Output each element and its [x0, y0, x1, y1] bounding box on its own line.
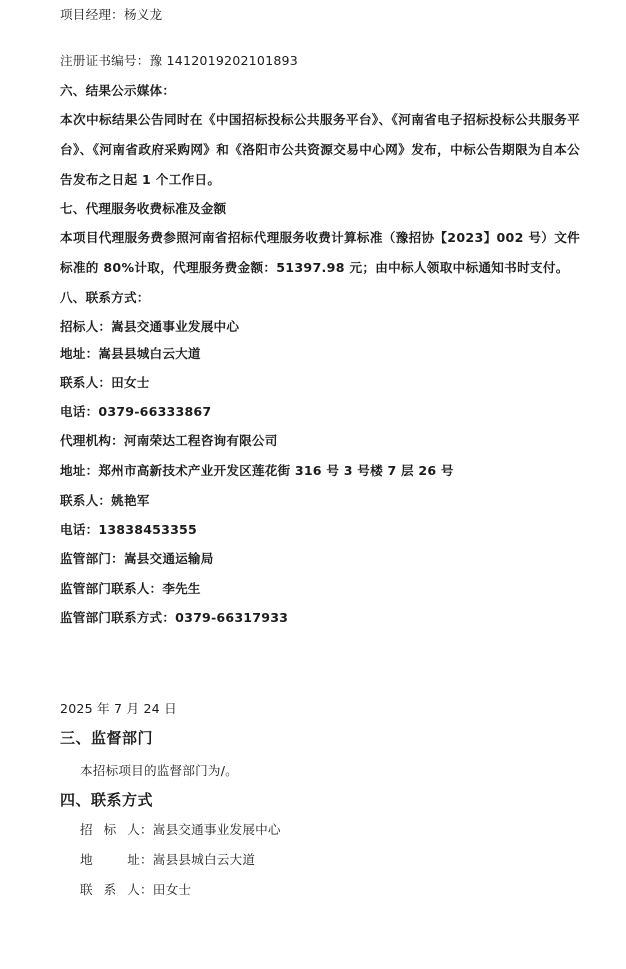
contact-line: 代理机构：河南荣达工程咨询有限公司 — [60, 433, 278, 448]
contact-line: 地址：郑州市高新技术产业开发区莲花街 316 号 3 号楼 7 层 26 号 — [60, 463, 454, 478]
contact-item — [80, 852, 255, 868]
contact-line: 电话：0379-66333867 — [60, 404, 212, 419]
section-8-title: 八、联系方式： — [60, 290, 150, 305]
section-4-heading: 四、联系方式 — [60, 791, 154, 809]
contact-item-value: ：嵩县交通事业发展中心 — [140, 822, 281, 837]
contact-line: 监管部门联系方式：0379-66317933 — [60, 610, 289, 625]
contact-line: 电话：13838453355 — [60, 522, 197, 537]
section-7-body: 本项目代理服务费参照河南省招标代理服务收费计算标准（豫招协【2023】002 号）文件标准的 80%计取，代理服务费金额：51397.98 元；由中标人领取中标通知书时支付。 — [60, 230, 580, 275]
contact-line: 招标人：嵩县交通事业发展中心 — [60, 319, 240, 334]
contact-item-value: ：田女士 — [140, 882, 192, 897]
section-3-heading: 三、监督部门 — [60, 729, 154, 747]
contact-item — [80, 822, 281, 838]
project-manager: 项目经理：杨义龙 — [60, 7, 163, 22]
section-7-title: 七、代理服务收费标准及金额 — [60, 201, 227, 216]
contact-item-label: 联 系 人 — [80, 882, 140, 897]
contact-line: 监管部门：嵩县交通运输局 — [60, 551, 214, 566]
contact-item-label: 地 址 — [80, 852, 140, 867]
contact-line: 联系人：田女士 — [60, 375, 150, 390]
contact-line: 联系人：姚艳军 — [60, 493, 150, 508]
section-6-title: 六、结果公示媒体： — [60, 83, 176, 98]
section-6-body: 本次中标结果公告同时在《中国招标投标公共服务平台》、《河南省电子招标投标公共服务平台》、《河南省政府采购网》和《洛阳市公共资源交易中心网》发布，中标公告期限为自本公告发布之日起 1 个工作日。 — [60, 112, 580, 187]
contact-line: 监管部门联系人：李先生 — [60, 581, 201, 596]
contact-line: 地址：嵩县县城白云大道 — [60, 346, 201, 361]
certificate-number: 注册证书编号：豫 1412019202101893 — [60, 53, 298, 68]
section-3-body: 本招标项目的监督部门为/。 — [80, 763, 238, 778]
document-date: 2025 年 7 月 24 日 — [60, 701, 177, 716]
contact-item — [80, 882, 191, 898]
contact-item-value: ：嵩县县城白云大道 — [140, 852, 256, 867]
contact-item-label: 招 标 人 — [80, 822, 140, 837]
